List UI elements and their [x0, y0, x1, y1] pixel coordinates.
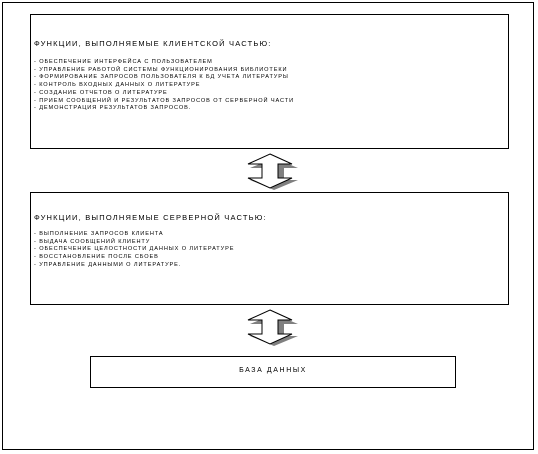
list-item: - ОБЕСПЕЧЕНИЕ ИНТЕРФЕЙСА С ПОЛЬЗОВАТЕЛЕМ — [34, 59, 213, 65]
list-item: - ВОССТАНОВЛЕНИЕ ПОСЛЕ СБОЕВ — [34, 254, 159, 261]
list-item: - СОЗДАНИЕ ОТЧЕТОВ О ЛИТЕРАТУРЕ — [34, 89, 168, 96]
client-functions-title: ФУНКЦИИ, ВЫПОЛНЯЕМЫЕ КЛИЕНТСКОЙ ЧАСТЬЮ: — [34, 39, 272, 48]
double-arrow-vertical-icon — [240, 152, 300, 192]
list-item: - УПРАВЛЕНИЕ ДАННЫМИ О ЛИТЕРАТУРЕ. — [34, 261, 182, 268]
list-item: - ВЫДАЧА СООБЩЕНИЙ КЛИЕНТУ — [34, 238, 151, 245]
list-item: - ВЫПОЛНЕНИЕ ЗАПРОСОВ КЛИЕНТА — [34, 231, 164, 237]
list-item: - КОНТРОЛЬ ВХОДНЫХ ДАННЫХ О ЛИТЕРАТУРЕ — [34, 82, 201, 89]
client-functions-list — [34, 59, 294, 113]
server-functions-list — [34, 231, 234, 270]
server-functions-title: ФУНКЦИИ, ВЫПОЛНЯЕМЫЕ СЕРВЕРНОЙ ЧАСТЬЮ: — [34, 213, 267, 222]
list-item: - ПРИЕМ СООБЩЕНИЙ И РЕЗУЛЬТАТОВ ЗАПРОСОВ ОТ СЕРВЕРНОЙ ЧАСТИ — [34, 97, 295, 104]
list-item: - ДЕМОНСТРАЦИЯ РЕЗУЛЬТАТОВ ЗАПРОСОВ. — [34, 105, 192, 112]
list-item: - УПРАВЛЕНИЕ РАБОТОЙ СИСТЕМЫ ФУНКЦИОНИРОВАНИЯ БИБЛИОТЕКИ — [34, 66, 288, 73]
server-functions-box — [30, 192, 509, 305]
list-item: - ФОРМИРОВАНИЕ ЗАПРОСОВ ПОЛЬЗОВАТЕЛЯ К БД УЧЕТА ЛИТЕРАТУРЫ — [34, 74, 289, 81]
client-functions-box — [30, 14, 509, 149]
list-item: - ОБЕСПЕЧЕНИЕ ЦЕЛОСТНОСТИ ДАННЫХ О ЛИТЕРАТУРЕ — [34, 246, 235, 253]
double-arrow-vertical-icon — [240, 308, 300, 348]
database-box — [90, 356, 456, 388]
database-label: БАЗА ДАННЫХ — [239, 367, 307, 374]
